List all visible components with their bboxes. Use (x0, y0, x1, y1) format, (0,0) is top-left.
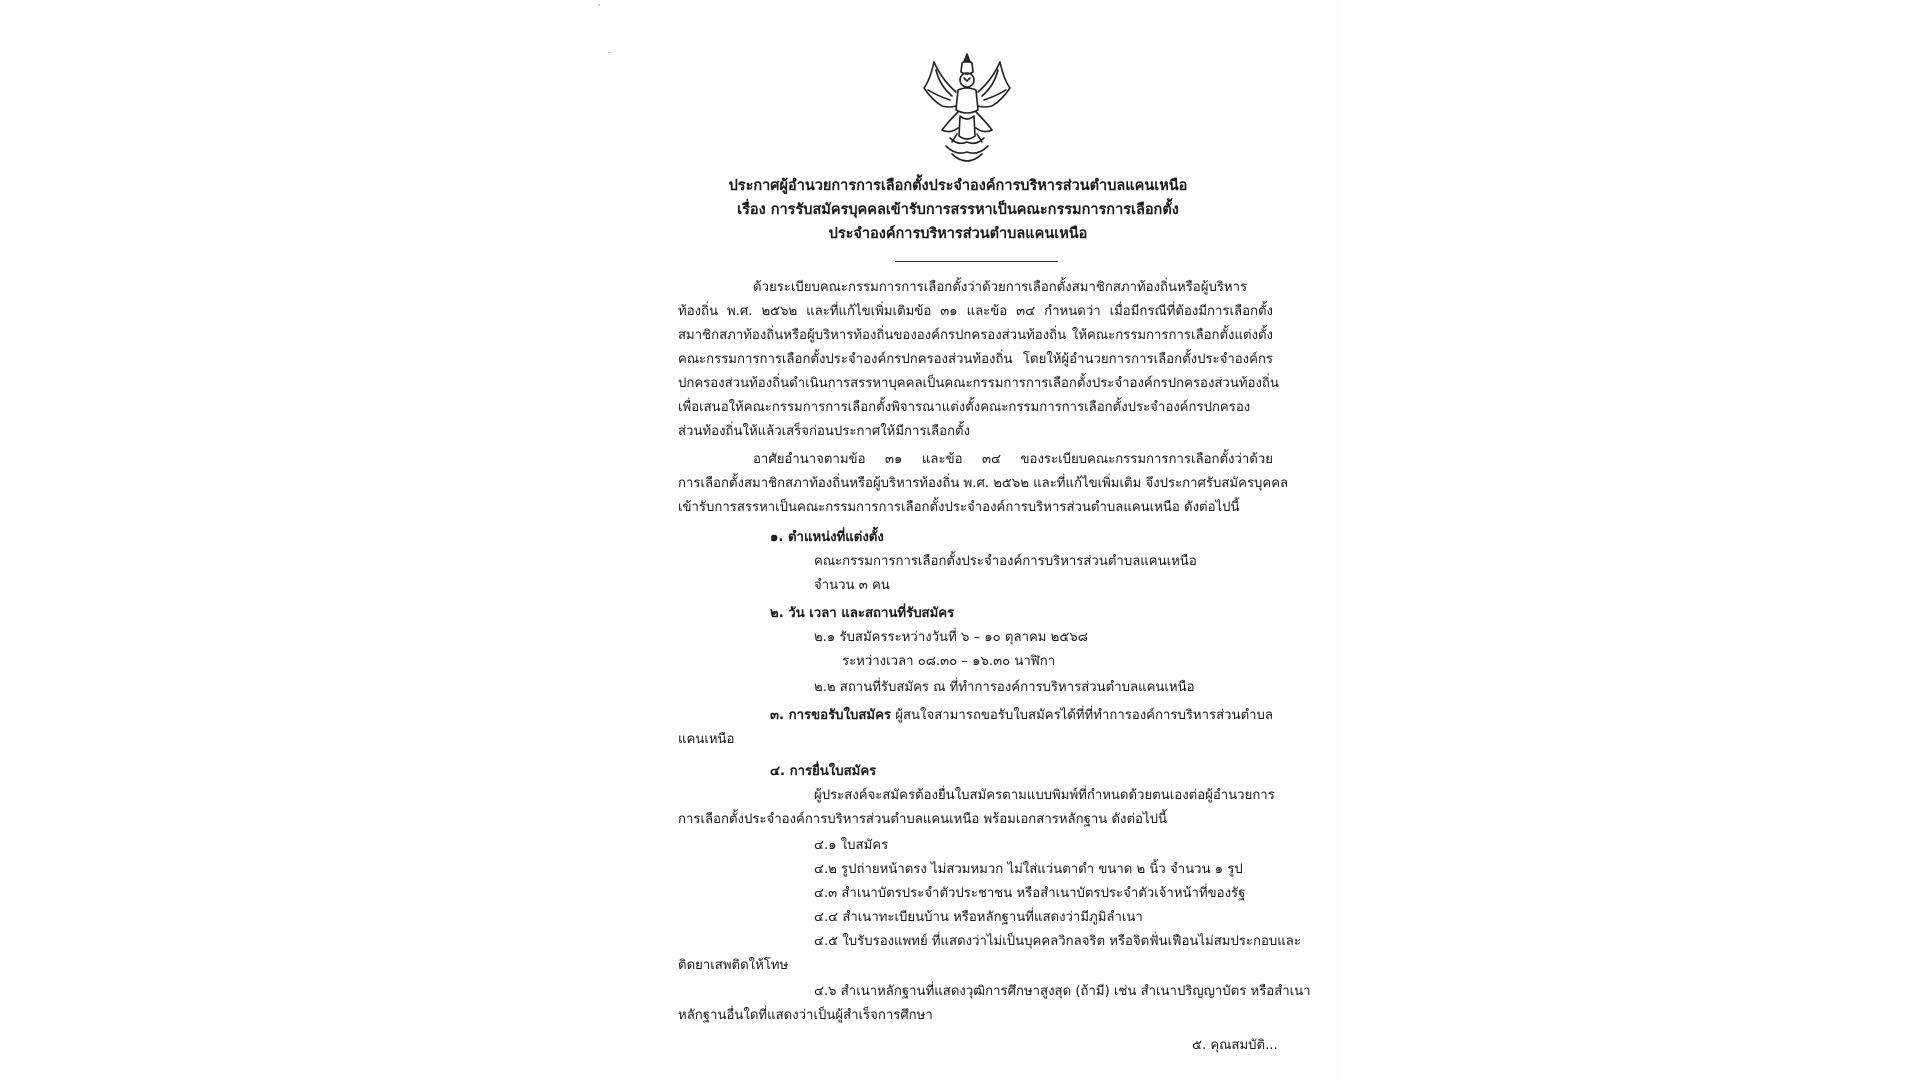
list-item: ๔.๖ สำเนาหลักฐานที่แสดงวุฒิการศึกษาสูงสุด (ถ้ามี) เช่น สำเนาปริญญาบัตร หรือสำเนา (814, 984, 1311, 999)
scan-speck (608, 52, 611, 53)
announcement-subject: เรื่อง การรับสมัครบุคคลเข้ารับการสรรหาเป็นคณะกรรมการการเลือกตั้ง (737, 202, 1179, 218)
section-line: การเลือกตั้งประจำองค์การบริหารส่วนตำบลแคนเหนือ พร้อมเอกสารหลักฐาน ดังต่อไปนี้ (678, 812, 1167, 827)
paragraph-line: เข้ารับการสรรหาเป็นคณะกรรมการการเลือกตั้งประจำองค์การบริหารส่วนตำบลแคนเหนือ ดังต่อไปนี้ (678, 500, 1240, 515)
section-heading-position: ๑. ตำแหน่งที่แต่งตั้ง (770, 530, 884, 545)
section-line: ระหว่างเวลา ๐๘.๓๐ – ๑๖.๓๐ นาฬิกา (842, 654, 1056, 669)
paragraph-line: ท้องถิ่น พ.ศ. ๒๕๖๒ และที่แก้ไขเพิ่มเติมข้อ ๓๑ และข้อ ๓๔ กำหนดว่า เมื่อมีกรณีที่ต้องมีการเลือกตั้ง (678, 304, 1273, 319)
list-item-cont: ติดยาเสพติดให้โทษ (678, 958, 789, 973)
title-divider (895, 261, 1058, 262)
scan-speck (598, 4, 600, 6)
section-line: ๒.๑ รับสมัครระหว่างวันที่ ๖ – ๑๐ ตุลาคม ๒๕๖๘ (814, 630, 1088, 645)
section-line: จำนวน ๓ คน (814, 578, 890, 593)
paragraph-line: เพื่อเสนอให้คณะกรรมการการเลือกตั้งพิจารณาแต่งตั้งคณะกรรมการการเลือกตั้งประจำองค์กรปกครอง (678, 400, 1251, 415)
section-heading-submission: ๔. การยื่นใบสมัคร (770, 764, 877, 779)
list-item: ๔.๓ สำเนาบัตรประจำตัวประชาชน หรือสำเนาบัตรประจำตัวเจ้าหน้าที่ของรัฐ (814, 886, 1246, 901)
list-item: ๔.๕ ใบรับรองแพทย์ ที่แสดงว่าไม่เป็นบุคคลวิกลจริต หรือจิตฟั่นเฟือนไม่สมประกอบและ (814, 934, 1301, 949)
announcement-subject-cont: ประจำองค์การบริหารส่วนตำบลแคนเหนือ (828, 226, 1088, 242)
list-item: ๔.๔ สำเนาทะเบียนบ้าน หรือหลักฐานที่แสดงว่ามีภูมิลำเนา (814, 910, 1143, 925)
paragraph-line: สมาชิกสภาท้องถิ่นหรือผู้บริหารท้องถิ่นขององค์กรปกครองส่วนท้องถิ่น ให้คณะกรรมการการเลือกตั้งแต่งตั้ง (678, 328, 1273, 343)
section-heading-schedule: ๒. วัน เวลา และสถานที่รับสมัคร (770, 606, 955, 621)
section-line: แคนเหนือ (678, 732, 735, 747)
paragraph-line: ด้วยระเบียบคณะกรรมการการเลือกตั้งว่าด้วยการเลือกตั้งสมาชิกสภาท้องถิ่นหรือผู้บริหาร (753, 280, 1248, 295)
list-item-cont: หลักฐานอื่นใดที่แสดงว่าเป็นผู้สำเร็จการศึกษา (678, 1008, 933, 1023)
list-item: ๔.๒ รูปถ่ายหน้าตรง ไม่สวมหมวก ไม่ใส่แว่นตาดำ ขนาด ๒ นิ้ว จำนวน ๑ รูป (814, 862, 1243, 877)
section-line: คณะกรรมการการเลือกตั้งประจำองค์การบริหารส่วนตำบลแคนเหนือ (814, 554, 1197, 569)
section-text: ผู้สนใจสามารถขอรับใบสมัครได้ที่ที่ทำการองค์การบริหารส่วนตำบล (891, 708, 1274, 723)
section-heading-request: ๓. การขอรับใบสมัคร (770, 708, 891, 723)
paragraph-line: คณะกรรมการการเลือกตั้งประจำองค์กรปกครองส่วนท้องถิ่น โดยให้ผู้อำนวยการการเลือกตั้งประจำองค์กร (678, 352, 1273, 367)
paragraph-line: การเลือกตั้งสมาชิกสภาท้องถิ่นหรือผู้บริหารท้องถิ่น พ.ศ. ๒๕๖๒ และที่แก้ไขเพิ่มเติม จึงประกาศรับสมัครบุคคล (678, 476, 1289, 491)
section-3-line (770, 704, 1273, 728)
paragraph-line: ปกครองส่วนท้องถิ่นดำเนินการสรรหาบุคคลเป็นคณะกรรมการการเลือกตั้งประจำองค์กรปกครองส่วนท้องถิ่น (678, 376, 1279, 391)
garuda-emblem-icon (912, 50, 1022, 170)
section-line: ผู้ประสงค์จะสมัครต้องยื่นใบสมัครตามแบบพิมพ์ที่กำหนดด้วยตนเองต่อผู้อำนวยการ (814, 788, 1275, 803)
list-item: ๔.๑ ใบสมัคร (814, 838, 889, 853)
paragraph-line: อาศัยอำนาจตามข้อ ๓๑ และข้อ ๓๔ ของระเบียบคณะกรรมการการเลือกตั้งว่าด้วย (753, 452, 1273, 467)
section-line: ๒.๒ สถานที่รับสมัคร ณ ที่ทำการองค์การบริหารส่วนตำบลแคนเหนือ (814, 680, 1195, 695)
announcement-title: ประกาศผู้อำนวยการการเลือกตั้งประจำองค์การบริหารส่วนตำบลแคนเหนือ (728, 178, 1188, 194)
page-continuation: ๕. คุณสมบัติ... (1192, 1038, 1278, 1053)
paragraph-line: ส่วนท้องถิ่นให้แล้วเสร็จก่อนประกาศให้มีการเลือกตั้ง (678, 424, 971, 439)
